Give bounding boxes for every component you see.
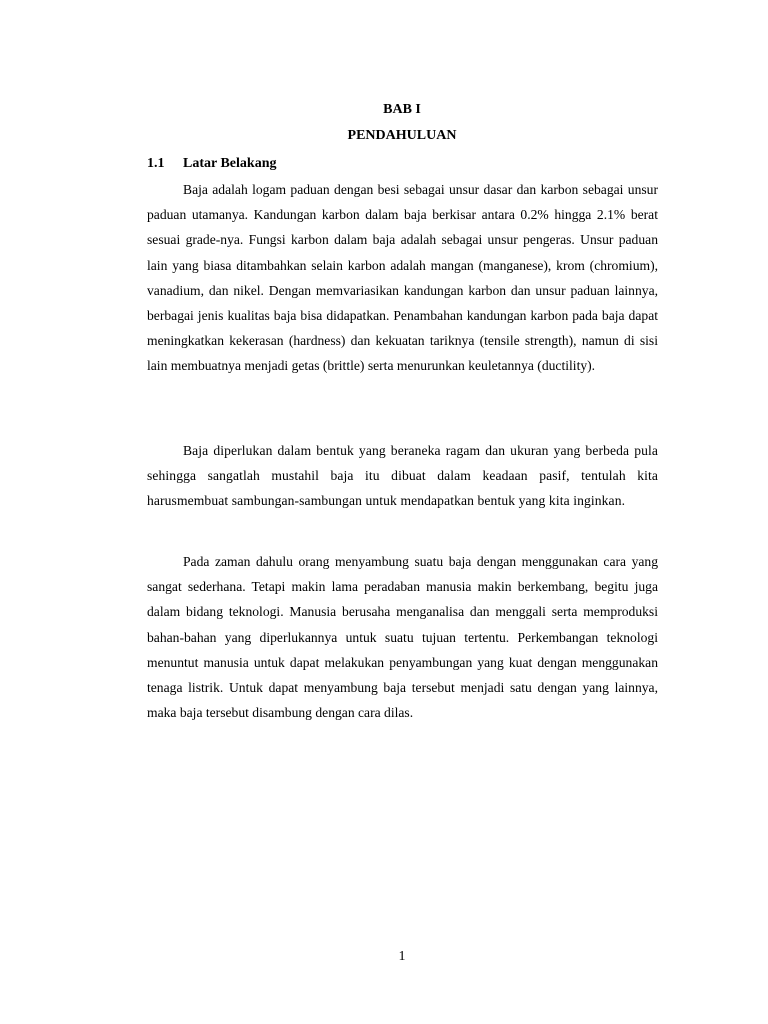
chapter-title: PENDAHULUAN — [347, 128, 457, 143]
paragraph-3: Pada zaman dahulu orang menyambung suatu baja dengan menggunakan cara yang sangat sederhana. Tetapi makin lama peradaban manusia makin berkembang, begitu juga dalam bidang teknologi. Manusia berusaha menganalisa dan menggali serta memproduksi bahan-bahan yang diperlukannya untuk suatu tujuan tertentu. Perkembangan teknologi menuntut manusia untuk dapat melakukan penyambungan yang kuat dengan menggunakan tenaga listrik. Untuk dapat menyambung baja tersebut menjadi satu dengan yang lainnya, maka baja tersebut disambung dengan cara dilas. — [147, 554, 658, 721]
paragraph-1: Baja adalah logam paduan dengan besi sebagai unsur dasar dan karbon sebagai unsur paduan utamanya. Kandungan karbon dalam baja berkisar antara 0.2% hingga 2.1% berat sesuai grade-nya. Fungsi karbon dalam baja adalah sebagai unsur pengeras. Unsur paduan lain yang biasa ditambahkan selain karbon adalah mangan (manganese), krom (chromium), vanadium, dan nikel. Dengan memvariasikan kandungan karbon dan unsur paduan lainnya, berbagai jenis kualitas baja bisa didapatkan. Penambahan kandungan karbon pada baja dapat meningkatkan kekerasan (hardness) dan kekuatan tariknya (tensile strength), namun di sisi lain membuatnya menjadi getas (brittle) serta menurunkan keuletannya (ductility). — [147, 182, 658, 374]
section-heading — [147, 155, 276, 173]
page-number: 1 — [398, 949, 406, 964]
section-title: Latar Belakang — [183, 156, 277, 171]
chapter-number: BAB I — [383, 102, 421, 117]
paragraph-2: Baja diperlukan dalam bentuk yang beraneka ragam dan ukuran yang berbeda pula sehingga sangatlah mustahil baja itu dibuat dalam keadaan pasif, tentulah kita harusmembuat sambungan-sambungan untuk mendapatkan bentuk yang kita inginkan. — [147, 443, 658, 509]
section-number: 1.1 — [147, 156, 165, 171]
